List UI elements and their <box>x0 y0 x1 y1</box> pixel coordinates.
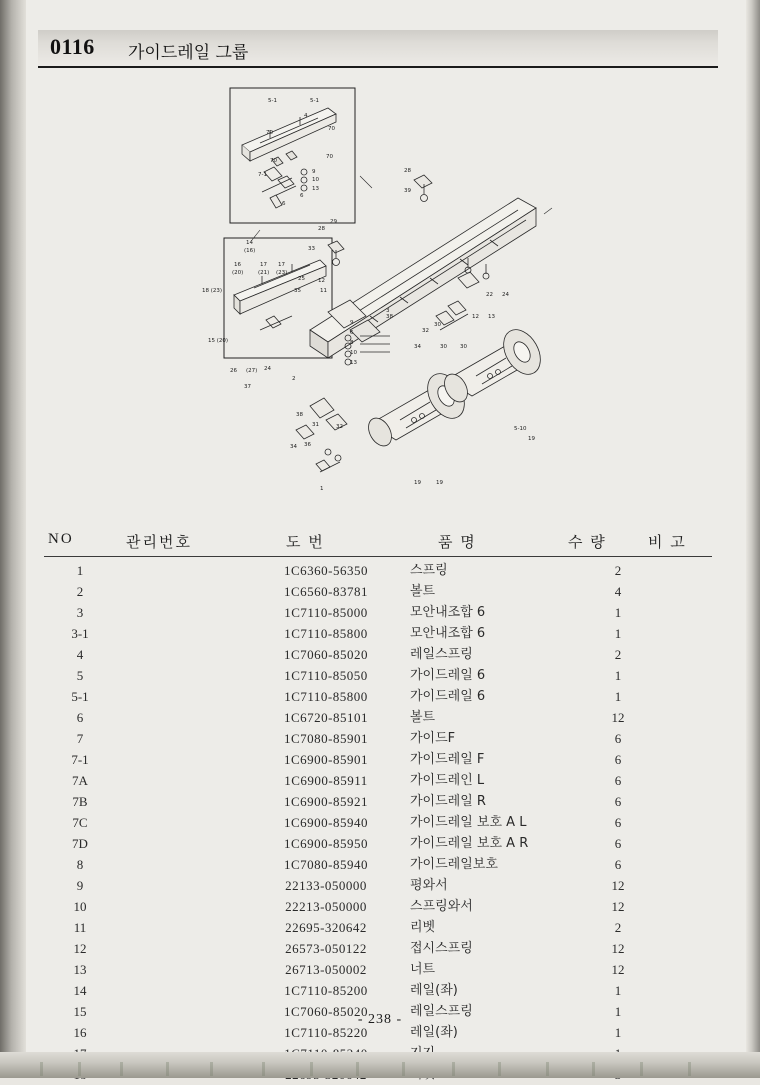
cell-mgmt <box>122 938 242 959</box>
cell-mgmt <box>122 854 242 875</box>
cell-no: 3 <box>76 605 84 620</box>
cell-name: 스프링 <box>410 563 448 578</box>
cell-name: 가이드레일 6 <box>410 689 486 704</box>
svg-text:13: 13 <box>488 314 495 320</box>
cell-qty: 2 <box>614 563 622 578</box>
cell-dwg: 1C6900-85921 <box>284 794 368 809</box>
cell-dwg: 1C7110-85220 <box>284 1025 368 1040</box>
svg-text:18 (23): 18 (23) <box>202 288 223 294</box>
cell-no: 7C <box>72 815 88 830</box>
svg-text:(16): (16) <box>244 248 256 254</box>
cell-mgmt <box>122 707 242 728</box>
cell-no: 5-1 <box>71 689 89 704</box>
cell-dwg: 26573-050122 <box>285 941 367 956</box>
svg-text:17: 17 <box>260 262 267 268</box>
table-row <box>38 749 718 770</box>
cell-remark <box>656 728 718 749</box>
page-gutter-right <box>746 0 760 1078</box>
cell-no: 2 <box>76 584 84 599</box>
cell-remark <box>656 665 718 686</box>
svg-text:70: 70 <box>328 126 335 132</box>
svg-text:10: 10 <box>312 177 319 183</box>
cell-remark <box>656 812 718 833</box>
svg-text:7-1: 7-1 <box>258 172 267 178</box>
svg-text:(27): (27) <box>246 368 258 374</box>
table-row <box>38 728 718 749</box>
svg-text:35: 35 <box>294 288 301 294</box>
cell-no: 8 <box>76 857 84 872</box>
cell-qty: 6 <box>614 731 622 746</box>
parts-table-body <box>38 560 718 1085</box>
cell-dwg: 1C7080-85901 <box>284 731 368 746</box>
svg-text:9: 9 <box>350 320 354 326</box>
column-header-mgmt: 관리번호 <box>126 535 192 551</box>
table-row <box>38 938 718 959</box>
svg-text:19: 19 <box>414 480 421 486</box>
table-row <box>38 686 718 707</box>
svg-text:39: 39 <box>404 188 411 194</box>
cell-name: 가이드레일 R <box>410 794 486 809</box>
cell-name: 가이드레일보호 <box>410 857 498 872</box>
column-header-no: NO <box>48 531 74 547</box>
svg-text:6: 6 <box>300 193 304 199</box>
cell-dwg: 1C7060-85020 <box>284 1004 368 1019</box>
column-header-remark: 비 고 <box>648 535 687 551</box>
table-row <box>38 560 718 581</box>
svg-text:13: 13 <box>350 360 357 366</box>
cell-name: 가이드레일 보호 A L <box>410 815 527 830</box>
cell-qty: 12 <box>611 941 625 956</box>
svg-text:6: 6 <box>350 330 354 336</box>
cell-mgmt <box>122 560 242 581</box>
cell-name: 평와서 <box>410 878 448 893</box>
cell-mgmt <box>122 686 242 707</box>
cell-qty: 12 <box>611 878 625 893</box>
cell-qty: 4 <box>614 584 622 599</box>
cell-mgmt <box>122 665 242 686</box>
table-row <box>38 959 718 980</box>
svg-text:30: 30 <box>460 344 467 350</box>
cell-qty: 2 <box>614 920 622 935</box>
cell-dwg: 22133-050000 <box>285 878 367 893</box>
section-title: 가이드레일 그룹 <box>128 43 249 63</box>
cell-qty: 12 <box>611 962 625 977</box>
cell-dwg: 1C6560-83781 <box>284 584 368 599</box>
cell-no: 4 <box>76 647 84 662</box>
cell-qty: 1 <box>614 626 622 641</box>
cell-mgmt <box>122 896 242 917</box>
cell-dwg: 1C6900-85911 <box>284 773 368 788</box>
svg-text:24: 24 <box>502 292 509 298</box>
table-row <box>38 581 718 602</box>
cell-no: 1 <box>76 563 84 578</box>
cell-dwg: 1C7110-85800 <box>284 689 368 704</box>
cell-remark <box>656 644 718 665</box>
column-header-name: 품 명 <box>438 535 477 551</box>
section-code: 0116 <box>50 34 95 59</box>
svg-text:12: 12 <box>472 314 479 320</box>
cell-mgmt <box>122 812 242 833</box>
cell-qty: 1 <box>614 605 622 620</box>
svg-text:28: 28 <box>404 168 411 174</box>
column-header-dwg: 도 번 <box>286 535 325 551</box>
cell-name: 볼트 <box>410 710 436 725</box>
cell-dwg: 1C6900-85940 <box>284 815 368 830</box>
cell-remark <box>656 833 718 854</box>
cell-name: 스프링와서 <box>410 899 473 914</box>
cell-remark <box>656 980 718 1001</box>
svg-text:(23): (23) <box>276 270 288 276</box>
table-row <box>38 980 718 1001</box>
cell-qty: 12 <box>611 710 625 725</box>
svg-text:8: 8 <box>350 340 354 346</box>
cell-no: 9 <box>76 878 84 893</box>
table-row <box>38 665 718 686</box>
header-divider <box>44 556 712 557</box>
svg-text:10: 10 <box>350 350 357 356</box>
table-row <box>38 875 718 896</box>
svg-text:25: 25 <box>298 276 305 282</box>
cell-qty: 6 <box>614 836 622 851</box>
cell-dwg: 1C7110-85050 <box>284 668 368 683</box>
cell-mgmt <box>122 581 242 602</box>
svg-text:15 (20): 15 (20) <box>208 338 229 344</box>
cell-mgmt <box>122 602 242 623</box>
page-header <box>38 30 718 70</box>
cell-dwg: 1C6900-85901 <box>284 752 368 767</box>
svg-text:34: 34 <box>290 444 297 450</box>
cell-dwg: 1C7110-85200 <box>284 983 368 998</box>
table-row <box>38 833 718 854</box>
table-row <box>38 707 718 728</box>
column-header-qty: 수 량 <box>568 535 607 551</box>
table-row <box>38 791 718 812</box>
cell-mgmt <box>122 791 242 812</box>
cell-dwg: 1C7110-85000 <box>284 605 368 620</box>
cell-dwg: 1C7080-85940 <box>284 857 368 872</box>
cell-name: 모안내조합 6 <box>410 626 486 641</box>
cell-mgmt <box>122 728 242 749</box>
cell-remark <box>656 791 718 812</box>
svg-text:38: 38 <box>296 412 303 418</box>
svg-text:29: 29 <box>330 219 337 225</box>
cell-qty: 6 <box>614 752 622 767</box>
parts-table <box>38 528 718 1085</box>
cell-no: 13 <box>73 962 87 977</box>
cell-name: 레일스프링 <box>410 1004 473 1019</box>
svg-text:14: 14 <box>246 240 253 246</box>
cell-remark <box>656 896 718 917</box>
cell-no: 6 <box>76 710 84 725</box>
cell-remark <box>656 749 718 770</box>
cell-mgmt <box>122 749 242 770</box>
cell-mgmt <box>122 644 242 665</box>
cell-mgmt <box>122 833 242 854</box>
table-row <box>38 812 718 833</box>
svg-text:3: 3 <box>386 308 390 314</box>
cell-qty: 1 <box>614 668 622 683</box>
cell-dwg: 1C6360-56350 <box>284 563 368 578</box>
cell-mgmt <box>122 875 242 896</box>
table-row <box>38 896 718 917</box>
parts-diagram <box>200 80 600 510</box>
cell-no: 7-1 <box>71 752 89 767</box>
svg-text:12: 12 <box>318 278 325 284</box>
cell-qty: 1 <box>614 1025 622 1040</box>
svg-text:33: 33 <box>308 246 315 252</box>
cell-dwg: 1C6900-85950 <box>284 836 368 851</box>
svg-text:70: 70 <box>270 158 277 164</box>
cell-mgmt <box>122 959 242 980</box>
table-row <box>38 917 718 938</box>
svg-text:34: 34 <box>414 344 421 350</box>
svg-text:30: 30 <box>434 322 441 328</box>
svg-text:(21): (21) <box>258 270 270 276</box>
svg-text:31: 31 <box>312 422 319 428</box>
cell-name: 리벳 <box>410 920 436 935</box>
page-gutter-left <box>0 0 26 1078</box>
cell-no: 7D <box>72 836 88 851</box>
cell-no: 7 <box>76 731 84 746</box>
cell-qty: 1 <box>614 1004 622 1019</box>
svg-text:17: 17 <box>278 262 285 268</box>
cell-remark <box>656 560 718 581</box>
cell-qty: 6 <box>614 794 622 809</box>
table-row <box>38 854 718 875</box>
cell-name: 가이드레일 6 <box>410 668 486 683</box>
svg-text:37: 37 <box>244 384 251 390</box>
table-row <box>38 770 718 791</box>
cell-name: 가이드레일 보호 A R <box>410 836 529 851</box>
cell-remark <box>656 938 718 959</box>
cell-no: 15 <box>73 1004 87 1019</box>
cell-no: 3-1 <box>71 626 89 641</box>
cell-qty: 1 <box>614 983 622 998</box>
svg-text:13: 13 <box>312 186 319 192</box>
table-row <box>38 623 718 644</box>
table-header-row <box>38 528 718 558</box>
cell-no: 7A <box>72 773 88 788</box>
cell-no: 10 <box>73 899 87 914</box>
cell-name: 레일(좌) <box>410 983 458 998</box>
svg-text:30: 30 <box>440 344 447 350</box>
svg-text:22: 22 <box>486 292 493 298</box>
svg-text:26: 26 <box>230 368 237 374</box>
cell-dwg: 1C7060-85020 <box>284 647 368 662</box>
cell-remark <box>656 707 718 728</box>
cell-qty: 12 <box>611 899 625 914</box>
cell-dwg: 22695-320642 <box>285 920 367 935</box>
cell-dwg: 1C7110-85800 <box>284 626 368 641</box>
cell-name: 가이드F <box>410 731 456 746</box>
svg-text:70: 70 <box>326 154 333 160</box>
svg-text:6: 6 <box>282 201 286 207</box>
svg-text:19: 19 <box>436 480 443 486</box>
svg-text:16: 16 <box>234 262 241 268</box>
cell-qty: 1 <box>614 689 622 704</box>
cell-mgmt <box>122 770 242 791</box>
cell-remark <box>656 854 718 875</box>
page-bottom-edge <box>0 1052 760 1078</box>
svg-text:1: 1 <box>320 486 324 492</box>
cell-remark <box>656 959 718 980</box>
cell-qty: 6 <box>614 815 622 830</box>
svg-text:5-10: 5-10 <box>514 426 527 432</box>
cell-no: 5 <box>76 668 84 683</box>
cell-remark <box>656 581 718 602</box>
svg-text:70: 70 <box>266 130 273 136</box>
svg-text:38: 38 <box>386 314 393 320</box>
svg-text:5-1: 5-1 <box>268 98 277 104</box>
cell-remark <box>656 686 718 707</box>
cell-name: 너트 <box>410 962 436 977</box>
svg-text:32: 32 <box>336 424 343 430</box>
cell-mgmt <box>122 917 242 938</box>
svg-text:9: 9 <box>312 169 316 175</box>
svg-text:11: 11 <box>320 288 327 294</box>
svg-text:5-1: 5-1 <box>310 98 319 104</box>
cell-dwg: 26713-050002 <box>285 962 367 977</box>
cell-no: 12 <box>73 941 87 956</box>
cell-remark <box>656 917 718 938</box>
svg-text:(20): (20) <box>232 270 244 276</box>
svg-text:2: 2 <box>292 376 296 382</box>
svg-text:4: 4 <box>304 113 308 119</box>
cell-mgmt <box>122 980 242 1001</box>
cell-name: 가이드레인 L <box>410 773 485 788</box>
table-row <box>38 644 718 665</box>
cell-remark <box>656 602 718 623</box>
cell-remark <box>656 770 718 791</box>
cell-no: 11 <box>73 920 87 935</box>
cell-name: 레일스프링 <box>410 647 473 662</box>
svg-text:36: 36 <box>304 442 311 448</box>
cell-dwg: 1C6720-85101 <box>284 710 368 725</box>
cell-qty: 6 <box>614 773 622 788</box>
cell-name: 접시스프링 <box>410 941 473 956</box>
cell-remark <box>656 875 718 896</box>
cell-name: 레일(좌) <box>410 1025 458 1040</box>
page-number: - 238 - <box>357 1012 403 1027</box>
svg-text:19: 19 <box>528 436 535 442</box>
cell-no: 16 <box>73 1025 87 1040</box>
cell-name: 가이드레일 F <box>410 752 485 767</box>
cell-no: 14 <box>73 983 87 998</box>
svg-text:32: 32 <box>422 328 429 334</box>
cell-mgmt <box>122 623 242 644</box>
cell-qty: 2 <box>614 647 622 662</box>
cell-name: 모안내조합 6 <box>410 605 486 620</box>
svg-text:24: 24 <box>264 366 271 372</box>
cell-dwg: 22213-050000 <box>285 899 367 914</box>
cell-remark <box>656 623 718 644</box>
cell-no: 7B <box>72 794 88 809</box>
cell-name: 볼트 <box>410 584 436 599</box>
svg-text:28: 28 <box>318 226 325 232</box>
cell-qty: 6 <box>614 857 622 872</box>
table-row <box>38 602 718 623</box>
